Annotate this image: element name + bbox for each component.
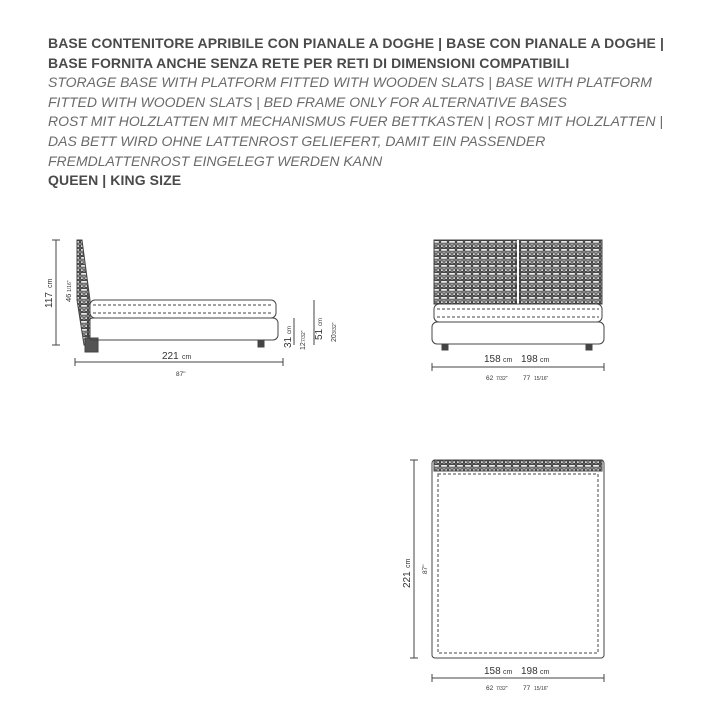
title-line-de-1: ROST MIT HOLZLATTEN MIT MECHANISMUS FUER BETTKASTEN | ROST MIT HOLZLATTEN | [48, 113, 664, 130]
side-seat-unit: cm [318, 318, 324, 326]
side-mattress [90, 300, 276, 318]
top-length-unit: cm [405, 558, 412, 568]
top-bed-outline [432, 460, 604, 658]
front-foot-left [442, 344, 448, 350]
title-line-de-3: FREMDLATTENROST EINGELEGT WERDEN KANN [48, 152, 383, 169]
top-width-king-in: 77 [523, 685, 531, 692]
front-width-queen-cm: 158 [484, 354, 501, 365]
side-height-unit: cm [47, 278, 54, 288]
front-mattress [434, 304, 602, 322]
side-length-in: 87" [176, 371, 186, 378]
front-unit-2: cm [540, 357, 550, 364]
top-mattress [438, 474, 598, 653]
side-base-frac: 7/32" [301, 330, 307, 342]
side-base-unit: cm [287, 326, 293, 334]
title-line-de-2: DAS BETT WIRD OHNE LATTENROST GELIEFERT, DAMIT EIN PASSENDER [48, 132, 546, 149]
side-length-unit: cm [182, 354, 192, 361]
front-base [432, 322, 604, 344]
side-seat-in: 20 [331, 334, 338, 342]
size-label: QUEEN | KING SIZE [48, 172, 182, 189]
top-width-king-cm: 198 [521, 666, 538, 677]
top-length-in: 87" [422, 564, 429, 574]
top-width-queen-in: 62 [486, 685, 494, 692]
front-view-labels [484, 354, 550, 382]
side-base-cm: 31 [283, 336, 294, 348]
title-line-en-2: FITTED WITH WOODEN SLATS | BED FRAME ONLY FOR ALTERNATIVE BASES [48, 93, 567, 110]
side-headboard-in: 46 [64, 293, 73, 302]
side-length-cm: 221 [162, 351, 179, 362]
front-view [432, 240, 604, 371]
title-line-en-1: STORAGE BASE WITH PLATFORM FITTED WITH WOODEN SLATS | BASE WITH PLATFORM [48, 74, 652, 91]
front-unit-1: cm [503, 357, 513, 364]
side-headboard-frac: 1/16" [67, 280, 73, 292]
side-foot [258, 340, 264, 347]
side-seat-cm: 51 [314, 328, 325, 340]
top-unit-1: cm [503, 669, 513, 676]
title-line-it-1: BASE CONTENITORE APRIBILE CON PIANALE A DOGHE | BASE CON PIANALE A DOGHE | [48, 35, 664, 51]
side-height-cm: 117 [44, 292, 55, 308]
side-base [88, 318, 278, 340]
front-width-king-frac: 15/16" [534, 376, 549, 382]
top-unit-2: cm [540, 669, 550, 676]
title-line-it-2: BASE FORNITA ANCHE SENZA RETE PER RETI DI DIMENSIONI COMPATIBILI [48, 54, 570, 71]
top-width-queen-frac: 7/32" [496, 686, 508, 692]
top-width-queen-cm: 158 [484, 666, 501, 677]
top-view-labels [402, 559, 550, 693]
side-base-in: 12 [300, 342, 307, 350]
top-width-king-frac: 15/16" [534, 686, 549, 692]
top-length-cm: 221 [402, 571, 413, 588]
top-headboard [434, 460, 602, 471]
top-view [410, 460, 604, 682]
front-width-queen-in: 62 [486, 375, 494, 382]
front-width-queen-frac: 7/32" [496, 376, 508, 382]
side-seat-frac: 3/32" [332, 322, 338, 334]
side-view [52, 240, 314, 366]
front-foot-right [586, 344, 592, 350]
front-width-king-in: 77 [523, 375, 531, 382]
front-width-king-cm: 198 [521, 354, 538, 365]
